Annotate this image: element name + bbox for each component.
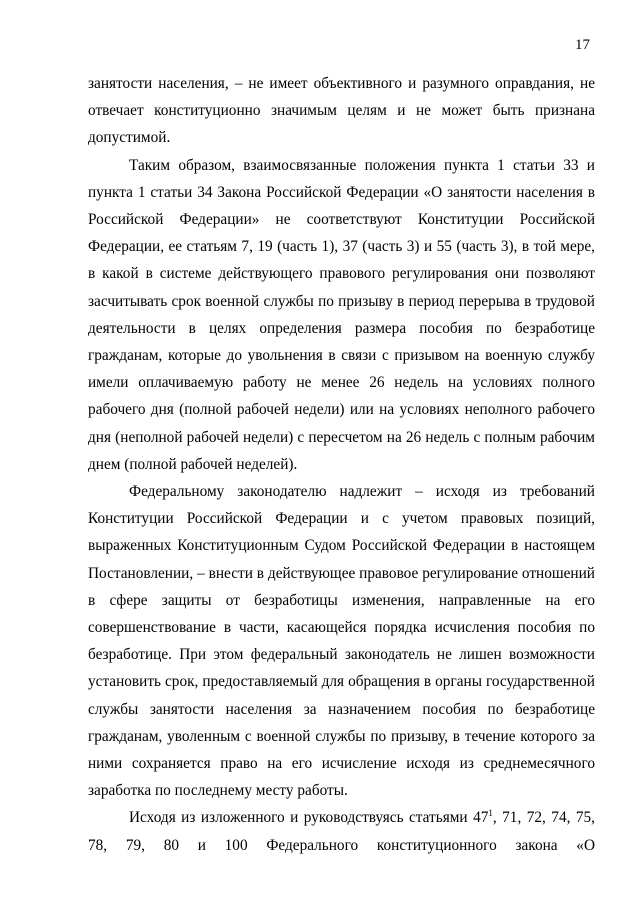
paragraph-resolution-text-start: Исходя из изложенного и руководствуясь статьями 47: [129, 809, 489, 827]
document-body: [88, 70, 595, 859]
paragraph-conclusion: Таким образом, взаимосвязанные положения пункта 1 статьи 33 и пункта 1 статьи 34 Закона Российской Федерации «О занятости населения в Российской Федерации» не соответствуют Конституции Российской Федерации, ее статьям 7, 19 (часть 1), 37 (часть 3) и 55 (часть 3), в той мере, в какой в системе действующего правового регулирования они позволяют засчитывать срок военной службы по призыву в период перерыва в трудовой деятельности в целях определения размера пособия по безработице гражданам, которые до увольнения в связи с призывом на военную службу имели оплачиваемую работу не менее 26 недель на условиях полного рабочего дня (полной рабочей недели) или на условиях неполного рабочего дня (неполной рабочей недели) с пересчетом на 26 недель с полным рабочим днем (полной рабочей неделей).: [88, 156, 595, 473]
paragraph-legislator-instruction: Федеральному законодателю надлежит – исходя из требований Конституции Российской Федерации и с учетом правовых позиций, выраженных Конституционным Судом Российской Федерации в настоящем Постановлении, – внести в действующее правовое регулирование отношений в сфере защиты от безработицы изменения, направленные на его совершенствование в части, касающейся порядка исчисления пособия по безработице. При этом федеральный законодатель не лишен возможности установить срок, предоставляемый для обращения в органы государственной службы занятости населения за назначением пособия по безработице гражданам, уволенным с военной службы по призыву, в течение которого за ними сохраняется право на его исчисление исходя из среднемесячного заработка по последнему месту работы.: [88, 483, 595, 800]
paragraph-resolution-intro: [88, 804, 595, 858]
paragraph-continuation: занятости населения, – не имеет объективного и разумного оправдания, не отвечает конституционно значимым целям и не может быть признана допустимой.: [88, 75, 595, 147]
article-superscript: 1: [488, 808, 493, 819]
page-number: 17: [575, 37, 590, 53]
paragraph-resolution-text-end: , 71, 72, 74, 75, 78, 79, 80 и 100 Федерального конституционного закона «О: [88, 809, 595, 854]
